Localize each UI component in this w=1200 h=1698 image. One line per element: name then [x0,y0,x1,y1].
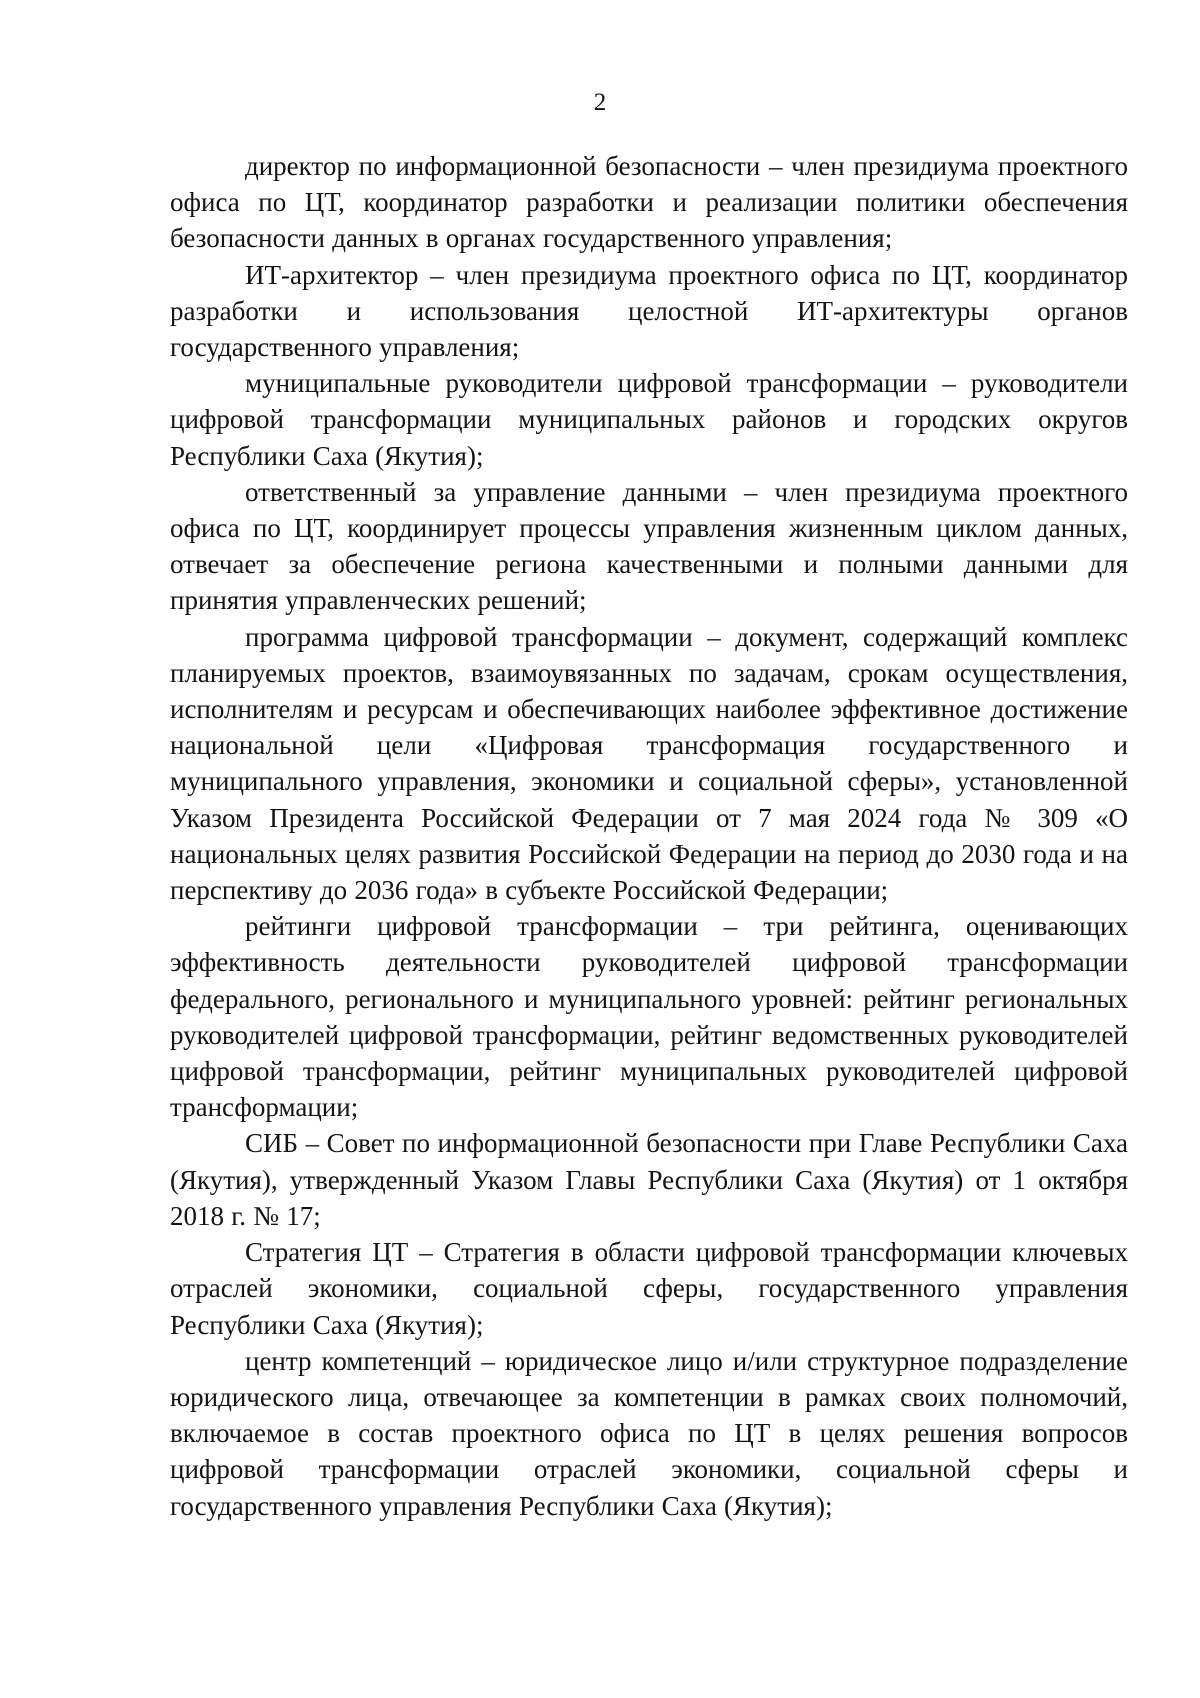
page-number: 2 [593,89,607,116]
document-body [170,148,1128,1524]
definition-paragraph-dt-strategy: Стратегия ЦТ – Стратегия в области цифровой трансформации ключевых отраслей экономики, социальной сферы, государственного управления Республики Саха (Якутия); [170,1237,1128,1340]
definition-paragraph-dt-program: программа цифровой трансформации – документ, содержащий комплекс планируемых проектов, взаимоувязанных по задачам, срокам осуществления, исполнителям и ресурсам и обеспечивающих наиболее эффективное достижение национальной цели «Цифровая трансформация государственного и муниципального управления, экономики и социальной сферы», установленной Указом Президента Российской Федерации от 7 мая 2024 года № 309 «О национальных целях развития Российской Федерации на период до 2030 года и на перспективу до 2036 года» в субъекте Российской Федерации; [170,621,1128,906]
definition-paragraph-sib: СИБ – Совет по информационной безопасности при Главе Республики Саха (Якутия), утвержденный Указом Главы Республики Саха (Якутия) от 1 октября 2018 г. № 17; [170,1128,1128,1231]
definition-paragraph-dt-ratings: рейтинги цифровой трансформации – три рейтинга, оценивающих эффективность деятельности руководителей цифровой трансформации федерального, регионального и муниципального уровней: рейтинг региональных руководителей цифровой трансформации, рейтинг ведомственных руководителей цифровой трансформации, рейтинг муниципальных руководителей цифровой трансформации; [170,911,1128,1123]
definition-paragraph-competence-center: центр компетенций – юридическое лицо и/или структурное подразделение юридического лица, отвечающее за компетенции в рамках своих полномочий, включаемое в состав проектного офиса по ЦТ в целях решения вопросов цифровой трансформации отраслей экономики, социальной сферы и государственного управления Республики Саха (Якутия); [170,1345,1128,1521]
definition-paragraph-it-architect: ИТ-архитектор – член президиума проектного офиса по ЦТ, координатор разработки и использования целостной ИТ-архитектуры органов государственного управления; [170,259,1128,363]
definition-paragraph-data-officer: ответственный за управление данными – член президиума проектного офиса по ЦТ, координирует процессы управления жизненным циклом данных, отвечает за обеспечение региона качественными и полными данными для принятия управленческих решений; [170,476,1128,616]
definition-paragraph-municipal-heads: муниципальные руководители цифровой трансформации – руководители цифровой трансформации муниципальных районов и городских округов Республики Саха (Якутия); [170,368,1128,471]
definition-paragraph-it-security-director: директор по информационной безопасности – член президиума проектного офиса по ЦТ, координатор разработки и реализации политики обеспечения безопасности данных в органах государственного управления; [170,151,1128,254]
